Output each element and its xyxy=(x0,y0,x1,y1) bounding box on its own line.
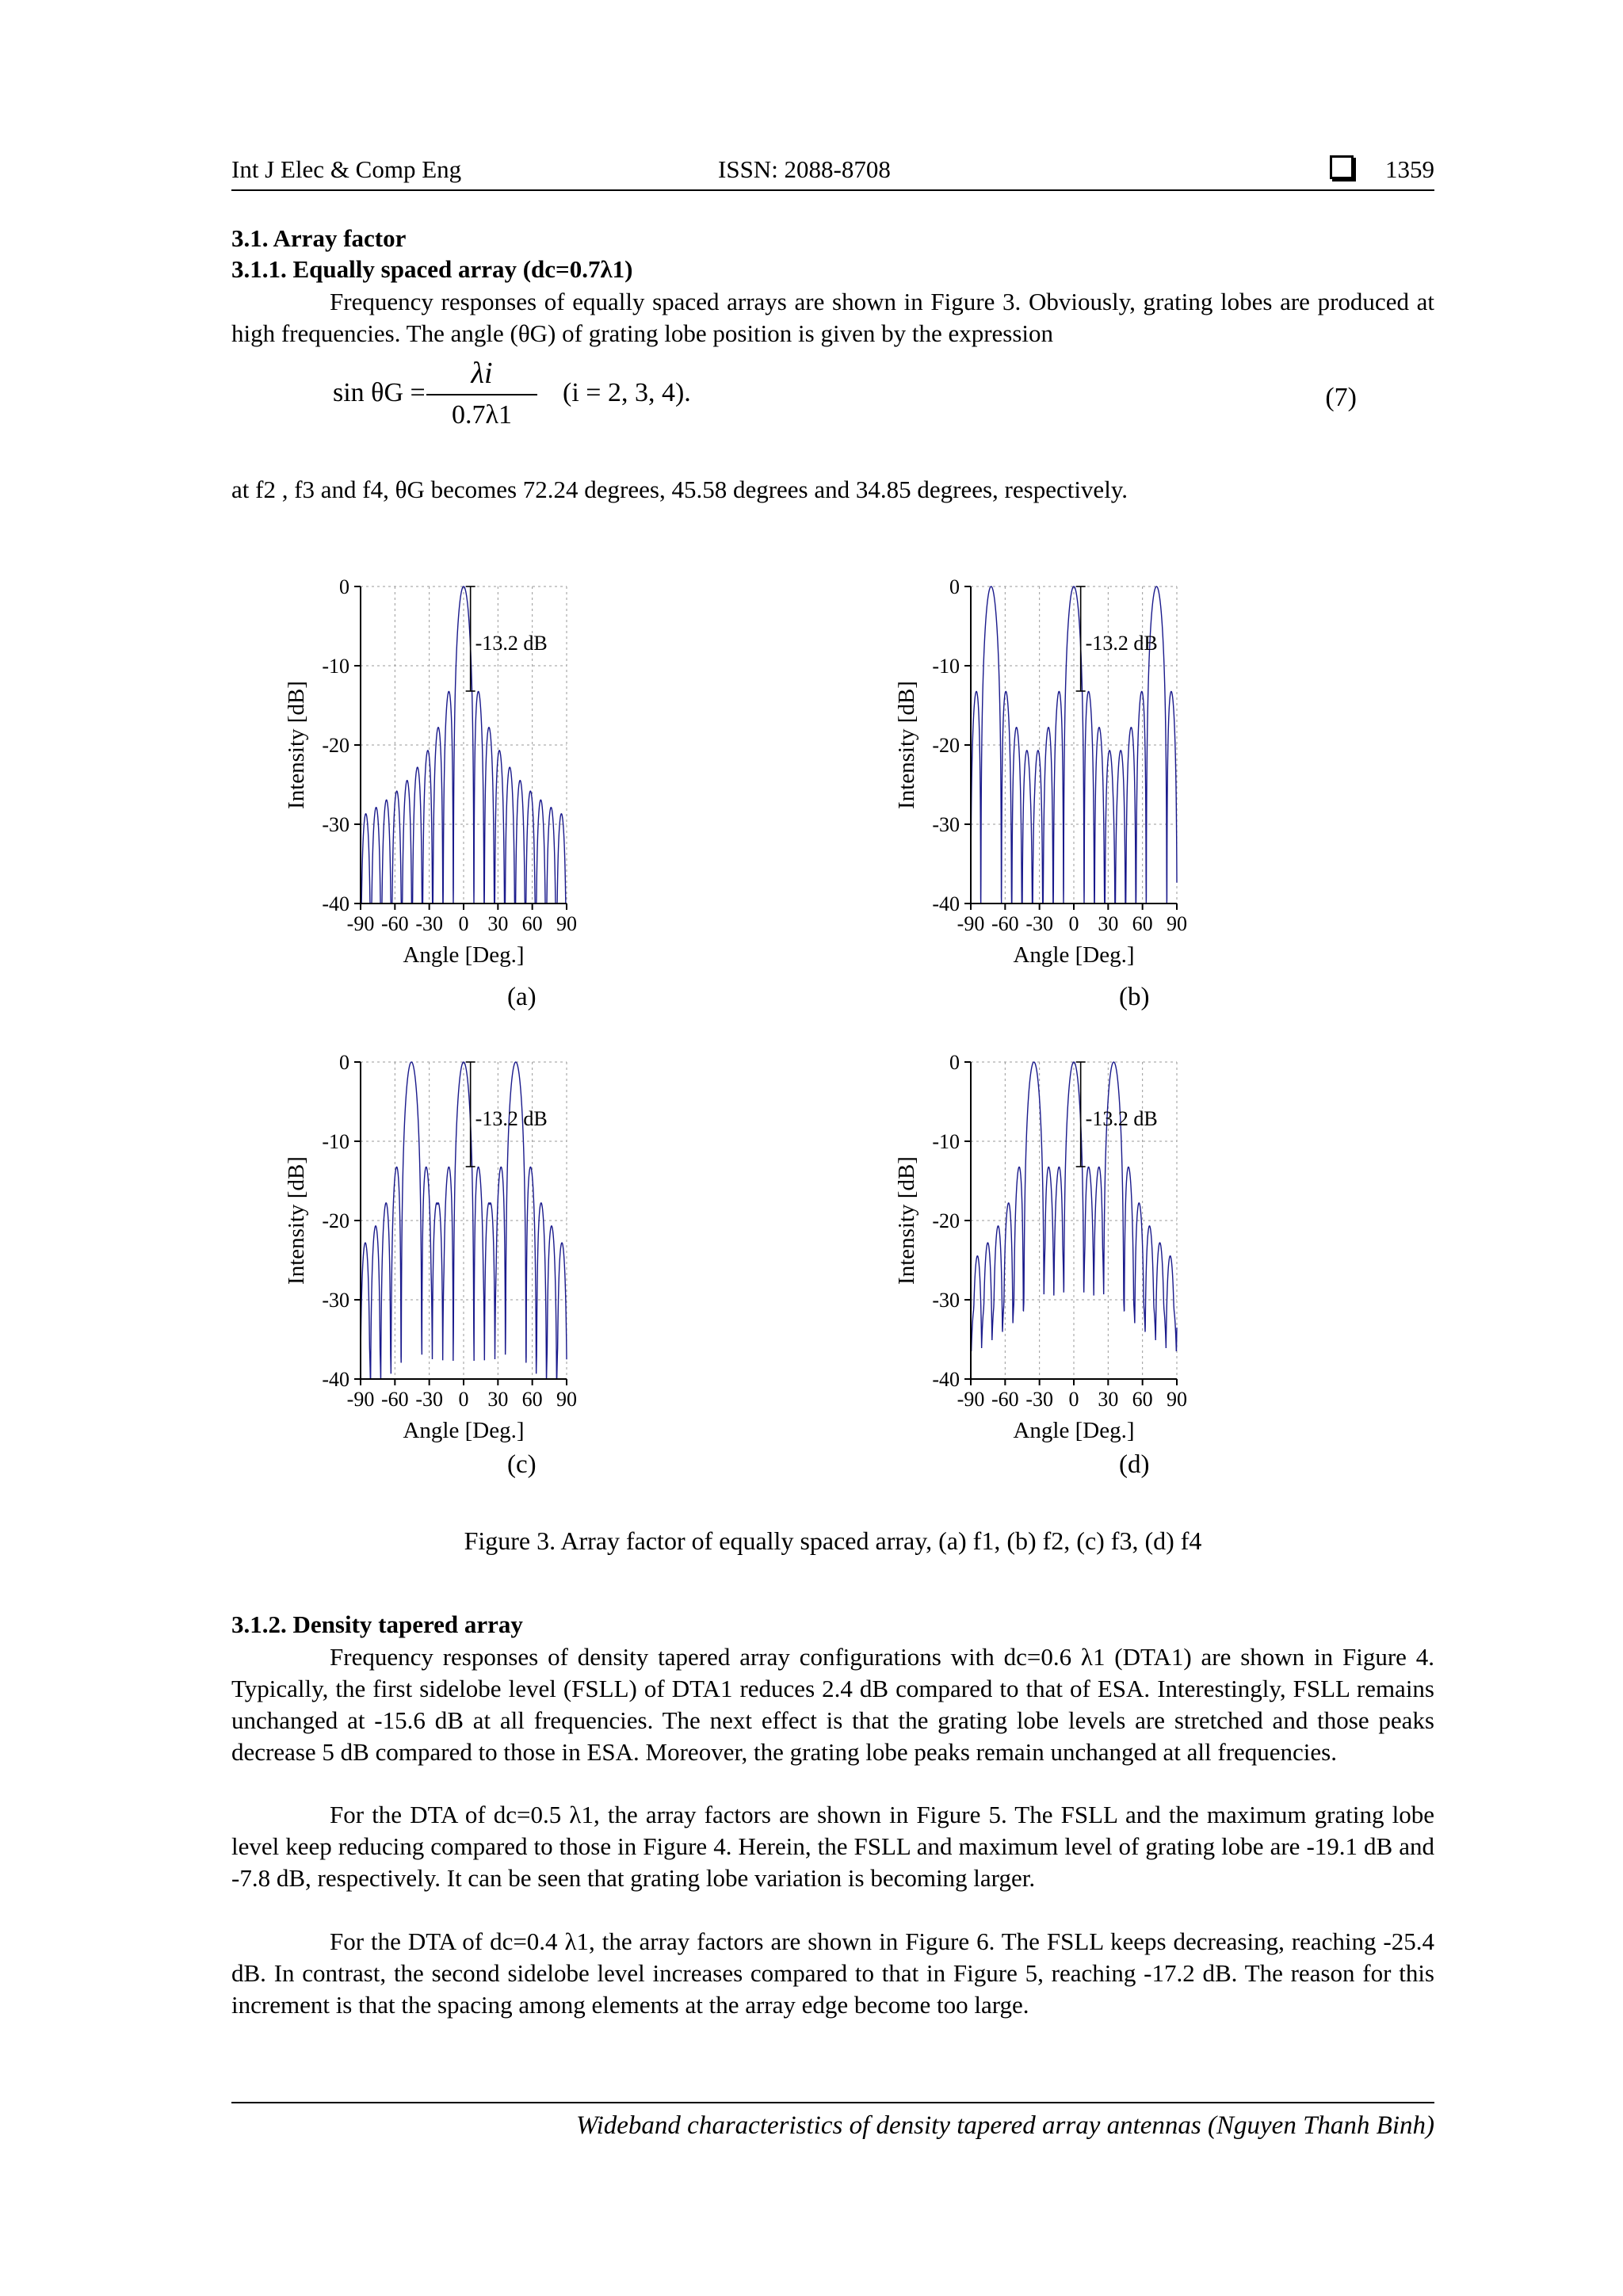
y-tick-label: -20 xyxy=(932,1209,960,1232)
equation-number: (7) xyxy=(1325,383,1357,412)
y-tick-label: -30 xyxy=(322,1289,349,1312)
chart-svg xyxy=(265,1046,709,1458)
equation-fraction xyxy=(426,354,537,434)
x-tick-label: 30 xyxy=(487,1388,509,1411)
header-rule xyxy=(231,189,1434,191)
paragraph-4: For the DTA of dc=0.5 λ1, the array factors are shown in Figure 5. The FSLL and the maximum grating lobe level keep reducing compared to those in Figure 4. Herein, the FSLL and maximum level of grating lobe are -19.1 dB and -7.8 dB, respectively. It can be seen that grating lobe variation is becoming larger. xyxy=(231,1801,1434,1892)
square-bullet-icon xyxy=(1330,155,1354,179)
x-tick-label: 60 xyxy=(521,1388,543,1411)
x-axis-label: Angle [Deg.] xyxy=(1013,1418,1135,1443)
equation-denominator: 0.7λ1 xyxy=(452,400,512,430)
figure-caption: Figure 3. Array factor of equally spaced array, (a) f1, (b) f2, (c) f3, (d) f4 xyxy=(464,1526,1202,1555)
x-axis-label: Angle [Deg.] xyxy=(403,942,525,968)
annotation-label: -13.2 dB xyxy=(1085,1107,1158,1130)
page-number: 1359 xyxy=(1385,155,1434,183)
y-tick-label: -40 xyxy=(322,892,349,915)
x-tick-label: 30 xyxy=(487,912,509,935)
y-tick-label: -40 xyxy=(932,892,960,915)
y-tick-label: 0 xyxy=(949,1051,960,1074)
y-tick-label: 0 xyxy=(339,1051,349,1074)
x-axis-label: Angle [Deg.] xyxy=(1013,942,1135,968)
figure-3d-plot xyxy=(876,1046,1319,1462)
x-tick-label: 60 xyxy=(521,912,543,935)
subfigure-label-d: (d) xyxy=(1119,1450,1150,1479)
x-axis-label: Angle [Deg.] xyxy=(403,1418,525,1443)
section-heading-3-1: 3.1. Array factor xyxy=(231,224,407,252)
x-tick-label: 0 xyxy=(1068,912,1079,935)
equation-numerator: λi xyxy=(471,357,493,390)
x-tick-label: -90 xyxy=(957,912,985,935)
x-tick-label: -90 xyxy=(346,912,375,935)
x-tick-label: 0 xyxy=(458,912,469,935)
journal-name: Int J Elec & Comp Eng xyxy=(231,155,462,183)
y-axis-label: Intensity [dB] xyxy=(894,1156,919,1285)
page-number-group xyxy=(1330,155,1434,184)
x-tick-label: 60 xyxy=(1132,1388,1153,1411)
paragraph-3: Frequency responses of density tapered array configurations with dc=0.6 λ1 (DTA1) are shown in Figure 4. Typically, the first sidelobe level (FSLL) of DTA1 reduces 2.4 dB compared to that of ESA. Interestingly, FSLL remains unchanged at -15.6 dB at all frequencies. The next effect is that the grating lobe levels are stretched and those peaks decrease 5 dB compared to those in ESA. Moreover, the grating lobe peaks remain unchanged at all frequencies. xyxy=(231,1643,1434,1766)
x-tick-label: -30 xyxy=(415,912,444,935)
x-tick-label: 30 xyxy=(1098,1388,1119,1411)
x-tick-label: 90 xyxy=(1167,1388,1187,1411)
x-tick-label: -60 xyxy=(380,912,409,935)
footer-rule xyxy=(231,2102,1434,2103)
paragraph-1: Frequency responses of equally spaced arrays are shown in Figure 3. Obviously, grating lobes are produced at high frequencies. The angle (θG) of grating lobe position is given by the expression xyxy=(231,288,1434,347)
y-tick-label: -10 xyxy=(932,655,960,678)
x-tick-label: 0 xyxy=(1068,1388,1079,1411)
figure-3c-plot xyxy=(265,1046,709,1462)
figure-3b-plot xyxy=(876,571,1319,987)
x-tick-label: 30 xyxy=(1098,912,1119,935)
chart-svg xyxy=(265,571,709,983)
x-tick-label: -30 xyxy=(1025,1388,1054,1411)
paragraph-5: For the DTA of dc=0.4 λ1, the array factors are shown in Figure 6. The FSLL keeps decreasing, reaching -25.4 dB. In contrast, the second sidelobe level increases compared to that in Figure 5, reaching -17.2 dB. The reason for this increment is that the spacing among elements at the array edge become too large. xyxy=(231,1927,1434,2019)
y-tick-label: -10 xyxy=(322,1130,349,1153)
y-tick-label: -20 xyxy=(322,1209,349,1232)
x-tick-label: -90 xyxy=(346,1388,375,1411)
x-tick-label: -60 xyxy=(991,1388,1019,1411)
y-tick-label: -10 xyxy=(932,1130,960,1153)
x-tick-label: -60 xyxy=(991,912,1019,935)
chart-svg xyxy=(876,571,1319,983)
x-tick-label: -30 xyxy=(415,1388,444,1411)
section-heading-3-1-1: 3.1.1. Equally spaced array (dc=0.7λ1) xyxy=(231,255,633,283)
y-tick-label: -40 xyxy=(932,1368,960,1391)
y-tick-label: 0 xyxy=(339,575,349,598)
paragraph-2: at f2 , f3 and f4, θG becomes 72.24 degrees, 45.58 degrees and 34.85 degrees, respectively. xyxy=(231,476,1128,503)
x-tick-label: 90 xyxy=(1167,912,1187,935)
x-tick-label: 90 xyxy=(556,1388,577,1411)
chart-svg xyxy=(876,1046,1319,1458)
issn: ISSN: 2088-8708 xyxy=(718,155,891,183)
equation-7 xyxy=(333,354,1434,449)
annotation-label: -13.2 dB xyxy=(1085,632,1158,655)
y-tick-label: 0 xyxy=(949,575,960,598)
x-tick-label: 90 xyxy=(556,912,577,935)
y-axis-label: Intensity [dB] xyxy=(894,681,919,809)
figure-3a-plot xyxy=(265,571,709,987)
annotation-label: -13.2 dB xyxy=(475,1107,548,1130)
x-tick-label: -60 xyxy=(380,1388,409,1411)
y-axis-label: Intensity [dB] xyxy=(284,1156,309,1285)
equation-condition: (i = 2, 3, 4). xyxy=(563,378,691,407)
subfigure-label-b: (b) xyxy=(1119,983,1150,1011)
y-tick-label: -30 xyxy=(932,813,960,836)
equation-lhs: sin θG = xyxy=(333,378,426,407)
fraction-bar xyxy=(426,394,537,395)
footer-text: Wideband characteristics of density tapered array antennas (Nguyen Thanh Binh) xyxy=(575,2111,1434,2140)
x-tick-label: 60 xyxy=(1132,912,1153,935)
y-tick-label: -20 xyxy=(932,734,960,757)
subfigure-label-a: (a) xyxy=(507,983,537,1011)
x-tick-label: -90 xyxy=(957,1388,985,1411)
subfigure-label-c: (c) xyxy=(507,1450,537,1479)
annotation-label: -13.2 dB xyxy=(475,632,548,655)
x-tick-label: -30 xyxy=(1025,912,1054,935)
x-tick-label: 0 xyxy=(458,1388,469,1411)
y-tick-label: -10 xyxy=(322,655,349,678)
y-tick-label: -20 xyxy=(322,734,349,757)
y-tick-label: -30 xyxy=(322,813,349,836)
section-heading-3-1-2: 3.1.2. Density tapered array xyxy=(231,1610,523,1638)
y-tick-label: -40 xyxy=(322,1368,349,1391)
y-axis-label: Intensity [dB] xyxy=(284,681,309,809)
y-tick-label: -30 xyxy=(932,1289,960,1312)
